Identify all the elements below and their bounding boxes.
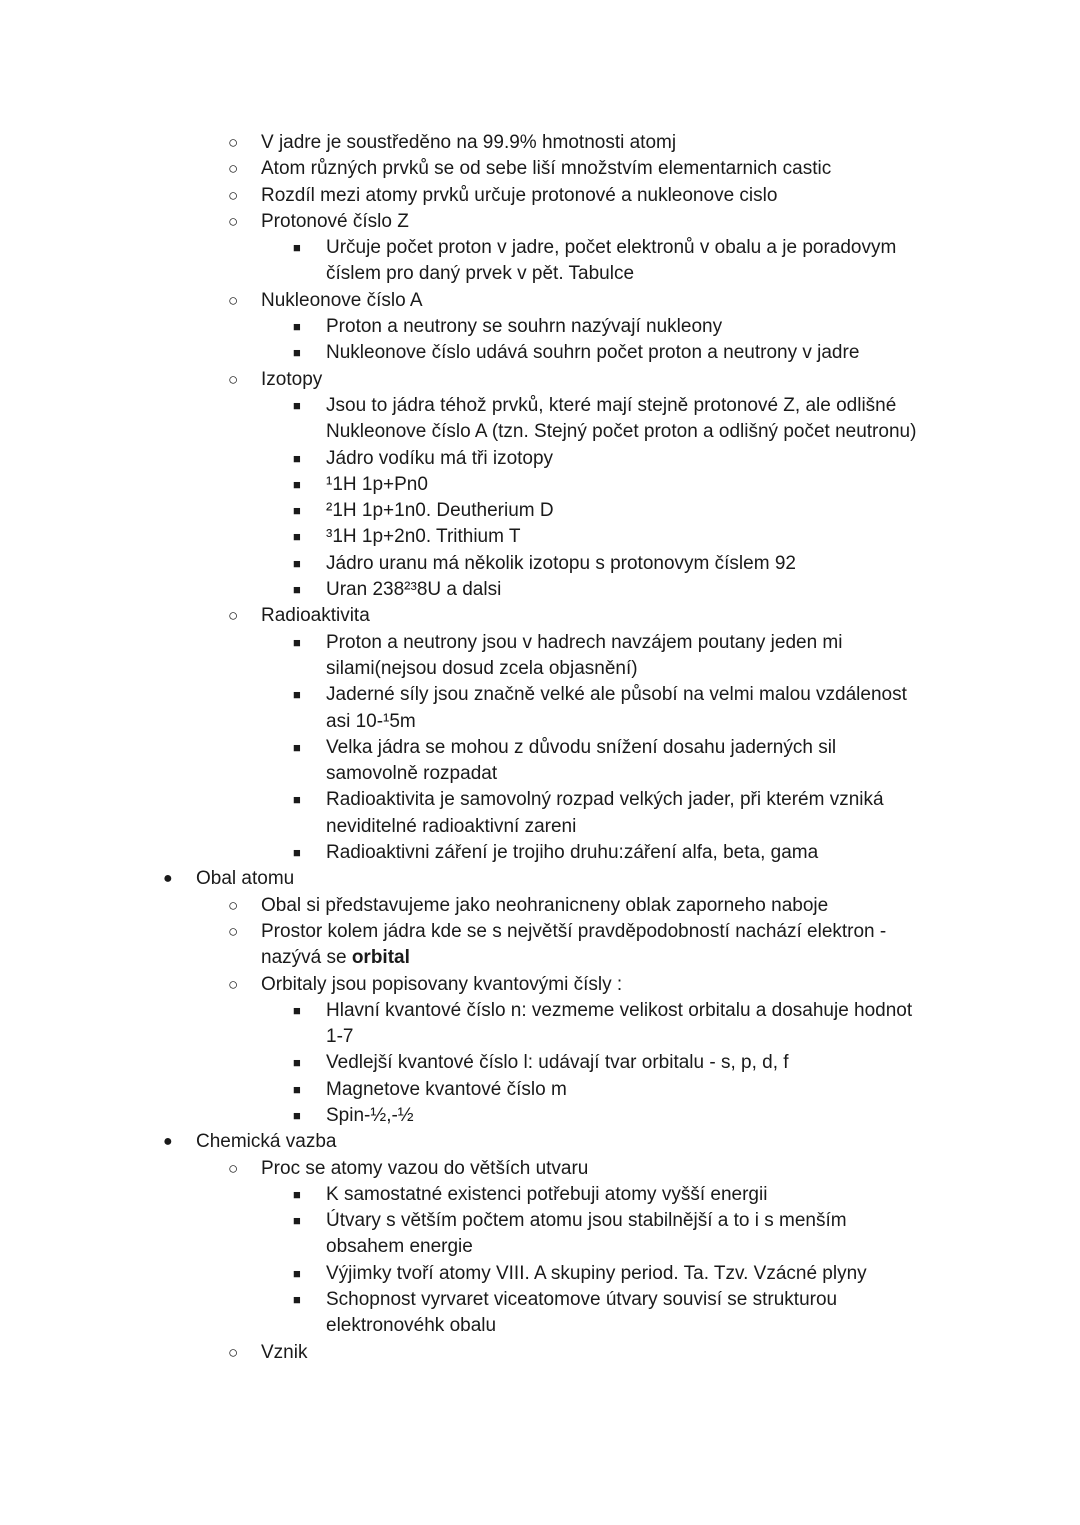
list-item-text — [261, 893, 828, 919]
list-item-text-main: Rozdíl mezi atomy prvků určuje protonové a nukleonove cislo — [261, 184, 778, 206]
list-item-text-main: elektronovéhk obalu — [326, 1315, 497, 1337]
bullet-icon: ● — [163, 870, 173, 888]
list-item-text-main: samovolně rozpadat — [326, 763, 498, 785]
list-item-text-main: K samostatné existenci potřebuji atomy vyšší energii — [326, 1183, 768, 1205]
bullet-icon: ○ — [228, 369, 239, 389]
list-item-text-main: Vznik — [261, 1341, 308, 1363]
bullet-icon: ■ — [293, 529, 301, 545]
list-item-text — [261, 945, 410, 971]
list-item-text — [326, 840, 818, 866]
list-item — [0, 630, 1080, 656]
list-item-text-main: Výjimky tvoří atomy VIII. A skupiny period. Ta. Tzv. Vzácné plyny — [326, 1262, 867, 1284]
list-item-text — [196, 866, 294, 892]
list-item — [0, 1261, 1080, 1287]
list-item — [0, 130, 1080, 156]
list-item-text — [326, 446, 553, 472]
list-item — [0, 656, 1080, 682]
list-item-text — [326, 1077, 567, 1103]
list-item-text-main: silami(nejsou dosud zcela objasnění) — [326, 657, 638, 679]
list-item — [0, 235, 1080, 261]
list-item-text — [326, 630, 842, 656]
list-item — [0, 1340, 1080, 1366]
list-item — [0, 498, 1080, 524]
list-item — [0, 972, 1080, 998]
bullet-icon: ○ — [228, 159, 239, 179]
bullet-icon: ■ — [293, 1292, 301, 1308]
list-item-text — [326, 472, 428, 498]
list-item — [0, 340, 1080, 366]
list-item-text — [326, 1182, 767, 1208]
list-item-text — [326, 761, 497, 787]
list-item-text-main: V jadre je soustředěno na 99.9% hmotnosti atomj — [261, 132, 677, 153]
list-item-text-main: ²1H 1p+1n0. Deutherium D — [326, 500, 554, 522]
list-item-text-main: Proton a neutrony se souhrn nazývají nukleony — [326, 316, 723, 338]
bullet-icon: ■ — [293, 845, 301, 861]
document-body — [0, 130, 1080, 1366]
list-item — [0, 682, 1080, 708]
list-item — [0, 419, 1080, 445]
list-item — [0, 1208, 1080, 1234]
bold-term: orbital — [351, 947, 410, 969]
bullet-icon: ■ — [293, 634, 301, 650]
list-item-text-main: Jaderné síly jsou značně velké ale působí na velmi malou vzdálenost — [326, 684, 907, 706]
list-item — [0, 156, 1080, 182]
list-item — [0, 866, 1080, 892]
list-item — [0, 840, 1080, 866]
list-item — [0, 1129, 1080, 1155]
list-item-text-main: Prostor kolem jádra kde se s největší pravděpodobností nachází elektron - — [261, 920, 887, 942]
list-item-text-main: Nukleonove číslo A (tzn. Stejný počet proton a odlišný počet neutronu) — [326, 421, 917, 443]
list-item-text-main: Jsou to jádra téhož prvků, které mají stejně protonové Z, ale odlišné — [326, 394, 897, 416]
list-item — [0, 1287, 1080, 1313]
list-item — [0, 472, 1080, 498]
list-item-text-main: Jádro uranu má několik izotopu s protonovym číslem 92 — [326, 552, 796, 574]
bullet-icon: ■ — [293, 450, 301, 466]
list-item — [0, 1103, 1080, 1129]
list-item-text — [326, 1103, 414, 1129]
list-item-text — [326, 551, 796, 577]
list-item-text — [326, 314, 722, 340]
list-item — [0, 787, 1080, 813]
list-item-text-main: Izotopy — [261, 368, 323, 390]
list-item-text-main: Radioaktivita je samovolný rozpad velkých jader, při kterém vzniká — [326, 789, 884, 811]
bullet-icon: ○ — [228, 974, 239, 994]
list-item-text-main: Obal atomu — [196, 868, 295, 890]
list-item — [0, 1050, 1080, 1076]
list-item-text-main: číslem pro daný prvek v pět. Tabulce — [326, 263, 635, 285]
list-item — [0, 261, 1080, 287]
list-item — [0, 209, 1080, 235]
list-item-text — [261, 1156, 588, 1182]
list-item-text-main: Nukleonove číslo udává souhrn počet proton a neutrony v jadre — [326, 342, 860, 364]
list-item-text — [261, 919, 886, 945]
list-item — [0, 1024, 1080, 1050]
list-item-text-main: Obal si představujeme jako neohranicneny oblak zaporneho naboje — [261, 894, 829, 916]
list-item-text — [326, 1050, 789, 1076]
list-item-text-main: 1-7 — [326, 1026, 354, 1048]
bullet-icon: ■ — [293, 555, 301, 571]
list-item-text-main: Chemická vazba — [196, 1131, 337, 1153]
bullet-icon: ■ — [293, 1213, 301, 1229]
list-item-text-main: obsahem energie — [326, 1236, 473, 1258]
list-item-text-main: Nukleonove číslo A — [261, 289, 423, 311]
list-item — [0, 709, 1080, 735]
list-item-text — [326, 998, 912, 1024]
list-item-text — [261, 183, 777, 209]
list-item-text — [326, 498, 554, 524]
list-item-text-main: Hlavní kvantové číslo n: vezmeme velikost orbitalu a dosahuje hodnot — [326, 999, 913, 1021]
list-item — [0, 1156, 1080, 1182]
list-item-text — [326, 1287, 837, 1313]
list-item-text-main: Velka jádra se mohou z důvodu snížení dosahu jaderných sil — [326, 736, 837, 758]
list-item-text — [261, 130, 676, 156]
bullet-icon: ■ — [293, 1055, 301, 1071]
list-item-text — [261, 1340, 307, 1366]
list-item-text — [326, 340, 859, 366]
list-item-text-main: Útvary s větším počtem atomu jsou stabilnější a to i s menším — [326, 1210, 847, 1232]
list-item — [0, 1077, 1080, 1103]
list-item — [0, 1313, 1080, 1339]
bullet-icon: ○ — [228, 133, 239, 152]
list-item-text — [326, 1313, 496, 1339]
list-item-text-main: Protonové číslo Z — [261, 210, 409, 232]
list-item-text-main: Proc se atomy vazou do větších utvaru — [261, 1157, 589, 1179]
list-item-text-main: Vedlejší kvantové číslo l: udávají tvar orbitalu - s, p, d, f — [326, 1052, 789, 1074]
list-item-text — [261, 288, 423, 314]
list-item-text — [326, 735, 836, 761]
list-item-text-main: asi 10-¹5m — [326, 710, 416, 732]
list-item-text-main: Radioaktivni záření je trojiho druhu:záření alfa, beta, gama — [326, 842, 819, 864]
list-item-text-main: ³1H 1p+2n0. Trithium T — [326, 526, 521, 548]
bullet-icon: ○ — [228, 606, 239, 626]
list-item-text — [326, 814, 576, 840]
bullet-icon: ■ — [293, 792, 301, 808]
list-item-text — [326, 524, 521, 550]
list-item — [0, 998, 1080, 1024]
list-item-text — [261, 603, 370, 629]
bullet-icon: ○ — [228, 290, 239, 310]
list-item-text-main: neviditelné radioaktivní zareni — [326, 815, 577, 837]
bullet-icon: ■ — [293, 319, 301, 335]
list-item-text — [326, 709, 416, 735]
list-item-text — [326, 682, 907, 708]
list-item — [0, 314, 1080, 340]
list-item — [0, 735, 1080, 761]
bullet-icon: ■ — [293, 687, 301, 703]
list-item-text — [326, 419, 916, 445]
list-item-text — [326, 787, 884, 813]
bullet-icon: ■ — [293, 397, 301, 413]
list-item-text-main: Uran 238²³8U a dalsi — [326, 579, 502, 601]
list-item-text-main: Orbitaly jsou popisovany kvantovými čísly : — [261, 973, 623, 995]
bullet-icon: ○ — [228, 895, 239, 915]
list-item-text-main: Radioaktivita — [261, 605, 370, 627]
list-item-text — [261, 209, 409, 235]
list-item-text — [326, 1208, 847, 1234]
list-item-text-main: Určuje počet proton v jadre, počet elektronů v obalu a je poradovym — [326, 237, 897, 259]
list-item-text-main: Magnetove kvantové číslo m — [326, 1078, 567, 1100]
list-item-text-main: Atom různých prvků se od sebe liší množstvím elementarnich castic — [261, 158, 832, 180]
list-item — [0, 1182, 1080, 1208]
list-item — [0, 603, 1080, 629]
bullet-icon: ○ — [228, 921, 239, 941]
list-item-text — [326, 235, 896, 261]
list-item — [0, 183, 1080, 209]
bullet-icon: ● — [163, 1133, 173, 1151]
bullet-icon: ■ — [293, 1002, 301, 1018]
list-item-text-main: ¹1H 1p+Pn0 — [326, 473, 428, 495]
bullet-icon: ■ — [293, 240, 301, 256]
bullet-icon: ■ — [293, 503, 301, 519]
bullet-icon: ○ — [228, 211, 239, 231]
list-item-text-main: Schopnost vyrvaret viceatomove útvary souvisí se strukturou — [326, 1289, 838, 1311]
list-item — [0, 893, 1080, 919]
bullet-icon: ■ — [293, 476, 301, 492]
list-item-text — [326, 1234, 473, 1260]
list-item — [0, 761, 1080, 787]
list-item-text — [196, 1129, 336, 1155]
bullet-icon: ■ — [293, 582, 301, 598]
list-item — [0, 919, 1080, 945]
list-item-text — [261, 156, 831, 182]
list-item — [0, 393, 1080, 419]
list-item — [0, 367, 1080, 393]
list-item — [0, 551, 1080, 577]
list-item-text — [326, 261, 634, 287]
list-item — [0, 1234, 1080, 1260]
bullet-icon: ■ — [293, 345, 301, 361]
bullet-icon: ○ — [228, 1342, 239, 1362]
list-item-text — [326, 1024, 353, 1050]
list-item-text — [261, 367, 322, 393]
list-item-text — [326, 577, 501, 603]
list-item-text — [326, 393, 896, 419]
list-item — [0, 446, 1080, 472]
bullet-icon: ■ — [293, 1107, 301, 1123]
list-item-text-main: Spin-½,-½ — [326, 1104, 414, 1126]
list-item-text-main: Proton a neutrony jsou v hadrech navzájem poutany jeden mi — [326, 631, 843, 653]
list-item-text — [261, 972, 622, 998]
bullet-icon: ■ — [293, 1186, 301, 1202]
list-item — [0, 288, 1080, 314]
list-item — [0, 577, 1080, 603]
bullet-icon: ○ — [228, 185, 239, 205]
bullet-icon: ■ — [293, 1265, 301, 1281]
list-item-text — [326, 1261, 867, 1287]
list-item-text-main: nazývá se — [261, 947, 352, 969]
bullet-icon: ■ — [293, 1081, 301, 1097]
bullet-icon: ■ — [293, 739, 301, 755]
list-item-text — [326, 656, 638, 682]
list-item — [0, 945, 1080, 971]
list-item-text-main: Jádro vodíku má tři izotopy — [326, 447, 554, 469]
list-item — [0, 524, 1080, 550]
list-item — [0, 814, 1080, 840]
bullet-icon: ○ — [228, 1158, 239, 1178]
